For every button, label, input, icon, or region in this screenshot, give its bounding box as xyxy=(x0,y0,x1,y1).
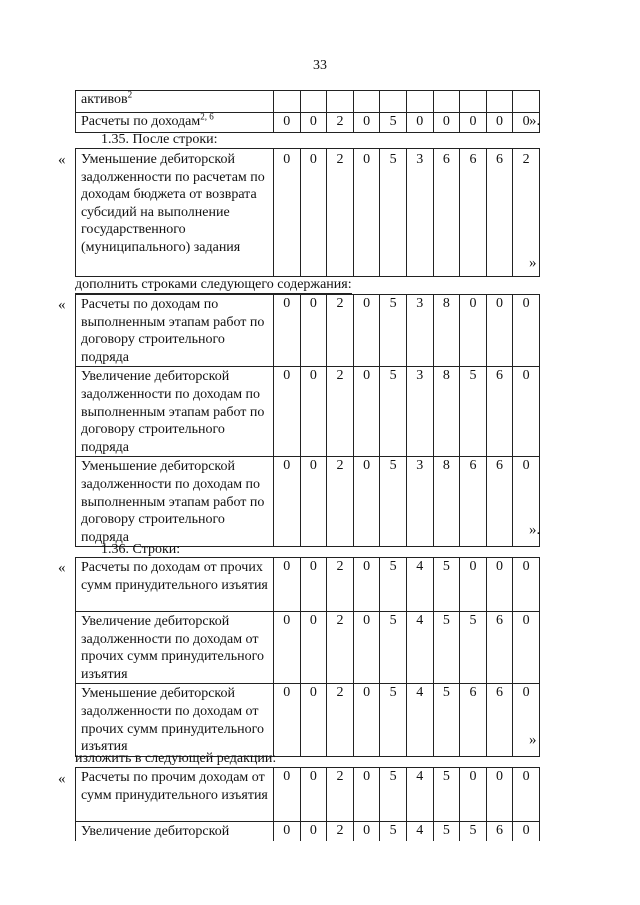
code-digit: 6 xyxy=(486,684,513,756)
row-description: Уменьшение дебиторской задолженности по расчетам по доходам бюджета от возврата субсидий на выполнение государственного (муниципального) задания xyxy=(76,149,274,277)
code-digit: 5 xyxy=(460,822,487,842)
code-digit: 5 xyxy=(433,558,460,612)
section-heading: 1.35. После строки: xyxy=(101,132,218,147)
code-digit: 5 xyxy=(433,612,460,684)
code-digit: 5 xyxy=(380,768,407,822)
code-digit: 5 xyxy=(433,822,460,842)
code-digit: 0 xyxy=(513,113,540,133)
code-digit: 5 xyxy=(380,558,407,612)
code-digit: 0 xyxy=(406,113,433,133)
opening-quote: « xyxy=(58,560,66,576)
code-digit: 0 xyxy=(433,113,460,133)
code-digit: 6 xyxy=(486,367,513,457)
section-heading: изложить в следующей редакции: xyxy=(75,751,277,766)
footnote-mark: 2, 6 xyxy=(200,111,214,122)
code-digit: 0 xyxy=(353,558,380,612)
code-digit: 5 xyxy=(433,684,460,756)
code-digit: 0 xyxy=(274,113,301,133)
code-digit: 5 xyxy=(380,684,407,756)
code-digit: 5 xyxy=(380,295,407,367)
closing-quote: » xyxy=(529,732,537,748)
table-row xyxy=(76,457,540,547)
section-heading: дополнить строками следующего содержания: xyxy=(75,277,352,292)
row-description: Увеличение дебиторской задолженности по доходам от прочих сумм принудительного изъятия xyxy=(76,612,274,684)
code-digit: 8 xyxy=(433,367,460,457)
code-digit: 0 xyxy=(353,457,380,547)
code-digit: 0 xyxy=(513,612,540,684)
code-digit xyxy=(460,91,487,113)
code-digit: 0 xyxy=(300,612,327,684)
code-digit: 4 xyxy=(406,822,433,842)
table-row xyxy=(76,822,540,842)
code-digit: 0 xyxy=(274,768,301,822)
code-digit: 0 xyxy=(353,113,380,133)
code-digit: 0 xyxy=(353,612,380,684)
code-digit: 0 xyxy=(460,113,487,133)
code-digit: 8 xyxy=(433,457,460,547)
code-digit: 3 xyxy=(406,457,433,547)
footnote-mark: 2 xyxy=(127,89,133,100)
code-digit: 0 xyxy=(300,822,327,842)
code-digit: 2 xyxy=(327,558,354,612)
code-digit: 6 xyxy=(433,149,460,277)
code-digit: 0 xyxy=(300,113,327,133)
section-heading: 1.36. Строки: xyxy=(101,542,181,557)
code-digit: 0 xyxy=(274,558,301,612)
code-digit: 4 xyxy=(406,684,433,756)
code-digit: 0 xyxy=(353,822,380,842)
table-row xyxy=(76,113,540,133)
code-digit: 0 xyxy=(513,295,540,367)
table-block-4 xyxy=(75,767,540,841)
code-digit: 0 xyxy=(274,684,301,756)
table-row xyxy=(76,149,540,277)
code-digit xyxy=(406,91,433,113)
code-digit: 0 xyxy=(274,149,301,277)
code-digit: 0 xyxy=(486,768,513,822)
code-digit: 5 xyxy=(433,768,460,822)
code-digit xyxy=(433,91,460,113)
row-description: Расчеты по прочим доходам от сумм принудительного изъятия xyxy=(76,768,274,822)
closing-quote: ». xyxy=(529,522,541,538)
code-digit: 0 xyxy=(513,558,540,612)
table-row xyxy=(76,558,540,612)
code-digit: 6 xyxy=(486,457,513,547)
code-digit: 6 xyxy=(486,149,513,277)
code-digit: 0 xyxy=(274,457,301,547)
table-row xyxy=(76,612,540,684)
opening-quote: « xyxy=(58,771,66,787)
closing-quote: ». xyxy=(529,113,541,129)
code-digit: 2 xyxy=(513,149,540,277)
code-digit: 0 xyxy=(274,367,301,457)
row-description: Расчеты по доходам$^{2, 6}$ xyxy=(76,113,274,133)
row-description: Увеличение дебиторской xyxy=(76,822,274,842)
code-digit xyxy=(274,91,301,113)
code-digit: 0 xyxy=(513,457,540,547)
code-digit: 5 xyxy=(460,367,487,457)
code-digit: 5 xyxy=(460,612,487,684)
code-digit: 0 xyxy=(353,367,380,457)
code-digit: 2 xyxy=(327,113,354,133)
row-description: Уменьшение дебиторской задолженности по доходам по выполненным этапам работ по договору строительного подряда xyxy=(76,457,274,547)
code-digit: 2 xyxy=(327,684,354,756)
code-digit: 0 xyxy=(300,684,327,756)
code-digit: 0 xyxy=(300,768,327,822)
code-digit: 0 xyxy=(486,113,513,133)
code-digit: 6 xyxy=(486,822,513,842)
table-block-2 xyxy=(75,294,540,547)
code-digit xyxy=(300,91,327,113)
code-digit: 3 xyxy=(406,367,433,457)
code-digit: 0 xyxy=(513,684,540,756)
opening-quote: « xyxy=(58,297,66,313)
code-digit: 5 xyxy=(380,457,407,547)
code-digit: 6 xyxy=(460,149,487,277)
code-digit: 8 xyxy=(433,295,460,367)
code-digit xyxy=(327,91,354,113)
code-digit: 0 xyxy=(353,684,380,756)
code-digit: 0 xyxy=(353,768,380,822)
code-digit: 3 xyxy=(406,149,433,277)
code-digit: 5 xyxy=(380,149,407,277)
code-digit: 0 xyxy=(460,768,487,822)
code-digit: 0 xyxy=(353,149,380,277)
row-description: Расчеты по доходам по выполненным этапам работ по договору строительного подряда xyxy=(76,295,274,367)
code-digit: 4 xyxy=(406,612,433,684)
row-description: активов$^2$ xyxy=(76,91,274,113)
code-digit: 0 xyxy=(300,295,327,367)
code-digit xyxy=(380,91,407,113)
code-digit: 0 xyxy=(513,822,540,842)
code-digit: 6 xyxy=(486,612,513,684)
code-digit xyxy=(353,91,380,113)
code-digit xyxy=(513,91,540,113)
table-block-0 xyxy=(75,90,540,133)
code-digit xyxy=(486,91,513,113)
table-block-3 xyxy=(75,557,540,757)
code-digit: 6 xyxy=(460,684,487,756)
code-digit: 0 xyxy=(300,367,327,457)
code-digit: 5 xyxy=(380,367,407,457)
table-row xyxy=(76,367,540,457)
code-digit: 0 xyxy=(460,295,487,367)
code-digit: 0 xyxy=(274,295,301,367)
code-digit: 2 xyxy=(327,295,354,367)
code-digit: 2 xyxy=(327,768,354,822)
code-digit: 0 xyxy=(300,558,327,612)
code-digit: 4 xyxy=(406,558,433,612)
page-number: 33 xyxy=(313,58,327,73)
table-row xyxy=(76,91,540,113)
code-digit: 0 xyxy=(353,295,380,367)
code-digit: 0 xyxy=(513,768,540,822)
row-description: Увеличение дебиторской задолженности по доходам по выполненным этапам работ по договору строительного подряда xyxy=(76,367,274,457)
code-digit: 2 xyxy=(327,367,354,457)
code-digit: 0 xyxy=(300,457,327,547)
code-digit: 0 xyxy=(274,612,301,684)
row-description: Расчеты по доходам от прочих сумм принудительного изъятия xyxy=(76,558,274,612)
code-digit: 0 xyxy=(460,558,487,612)
code-digit: 3 xyxy=(406,295,433,367)
row-description: Уменьшение дебиторской задолженности по доходам от прочих сумм принудительного изъятия xyxy=(76,684,274,756)
code-digit: 5 xyxy=(380,822,407,842)
code-digit: 4 xyxy=(406,768,433,822)
code-digit: 2 xyxy=(327,612,354,684)
table-row xyxy=(76,768,540,822)
code-digit: 0 xyxy=(300,149,327,277)
code-digit: 2 xyxy=(327,457,354,547)
code-digit: 2 xyxy=(327,822,354,842)
code-digit: 5 xyxy=(380,113,407,133)
table-row xyxy=(76,684,540,756)
code-digit: 0 xyxy=(513,367,540,457)
code-digit: 5 xyxy=(380,612,407,684)
code-digit: 2 xyxy=(327,149,354,277)
code-digit: 6 xyxy=(460,457,487,547)
code-digit: 0 xyxy=(486,295,513,367)
table-row xyxy=(76,295,540,367)
table-block-1 xyxy=(75,148,540,277)
opening-quote: « xyxy=(58,152,66,168)
code-digit: 0 xyxy=(274,822,301,842)
closing-quote: » xyxy=(529,255,537,271)
code-digit: 0 xyxy=(486,558,513,612)
